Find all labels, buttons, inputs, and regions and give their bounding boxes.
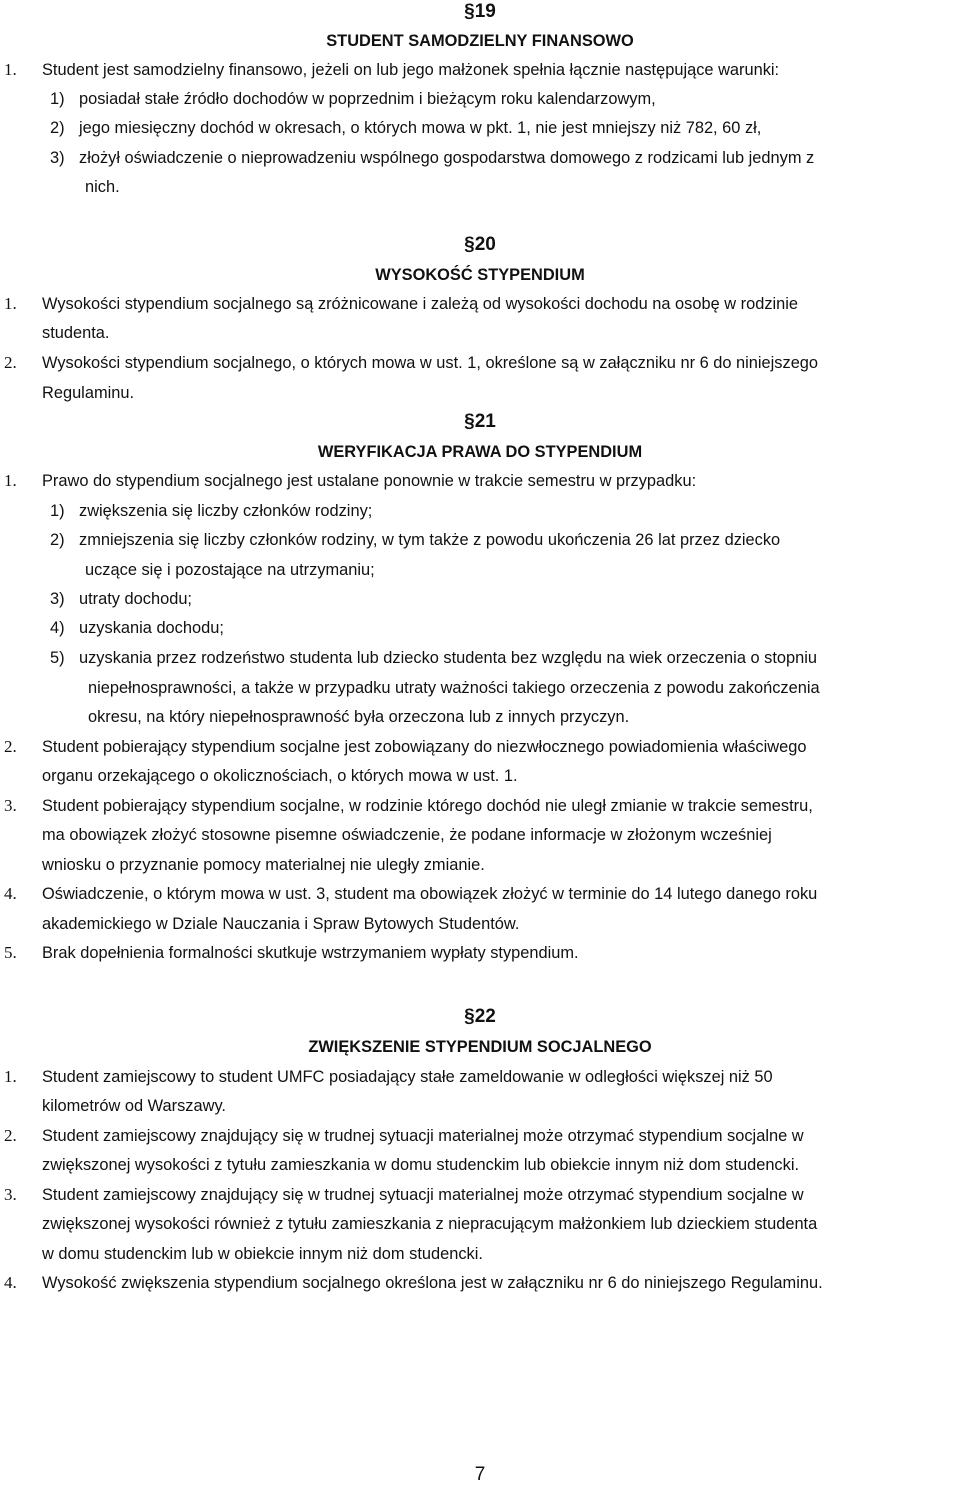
paragraph-number: 1. [4,471,17,490]
paragraph-number: 5. [4,943,17,962]
list-item-text: uzyskania dochodu; [79,619,224,637]
list-item-21-1-3 [0,586,960,612]
paragraph-text-continued: akademickiego w Dziale Nauczania i Spraw Bytowych Studentów. [42,915,520,933]
paragraph-text: Student zamiejscowy znajdujący się w trudnej sytuacji materialnej może otrzymać stypendium socjalne w [42,1186,804,1204]
list-item-text: zwiększenia się liczby członków rodziny; [79,502,373,520]
section-heading-19: STUDENT SAMODZIELNY FINANSOWO [326,32,634,50]
paragraph-text: Prawo do stypendium socjalnego jest ustalane ponownie w trakcie semestru w przypadku: [42,472,697,490]
paragraph-text-continued: wniosku o przyznanie pomocy materialnej nie uległy zmianie. [42,856,485,874]
paragraph-text-continued: studenta. [42,324,110,342]
list-item-text-continued: uczące się i pozostające na utrzymaniu; [85,561,375,579]
paragraph-21-3 [0,793,960,819]
paragraph-number: 1. [4,294,17,313]
paragraph-22-1-cont [0,1093,960,1119]
paragraph-text: Student zamiejscowy to student UMFC posiadający stałe zameldowanie w odległości większej niż 50 [42,1068,773,1086]
list-item-number: 4) [50,619,65,637]
list-item-number: 2) [50,531,65,549]
list-item-21-1-5-cont [0,704,960,730]
paragraph-text-continued: ma obowiązek złożyć stosowne pisemne oświadczenie, że podane informacje w złożonym wcześniej [42,826,772,844]
section-symbol-19: §19 [464,1,496,22]
paragraph-21-4 [0,881,960,907]
page-number: 7 [474,1464,486,1485]
list-item-21-1-1 [0,498,960,524]
paragraph-text: Student jest samodzielny finansowo, jeżeli on lub jego małżonek spełnia łącznie następujące warunki: [42,61,780,79]
paragraph-21-3-cont [0,852,960,878]
paragraph-21-5 [0,940,960,966]
list-item-number: 2) [50,119,65,137]
list-item-number: 1) [50,90,65,108]
paragraph-text-continued: kilometrów od Warszawy. [42,1097,226,1115]
paragraph-text-continued: zwiększonej wysokości również z tytułu zamieszkania z niepracującym małżonkiem lub dzieckiem studenta [42,1215,818,1233]
paragraph-number: 3. [4,796,17,815]
paragraph-number: 3. [4,1185,17,1204]
paragraph-text: Student zamiejscowy znajdujący się w trudnej sytuacji materialnej może otrzymać stypendium socjalne w [42,1127,804,1145]
paragraph-22-4 [0,1270,960,1296]
list-item-text: uzyskania przez rodzeństwo studenta lub dziecko studenta bez względu na wiek orzeczenia o stopniu [79,649,818,667]
paragraph-20-1 [0,291,960,317]
paragraph-text: Student pobierający stypendium socjalne jest zobowiązany do niezwłocznego powiadomienia właściwego [42,738,807,756]
paragraph-21-2-cont [0,763,960,789]
paragraph-number: 2. [4,1126,17,1145]
paragraph-text: Wysokość zwiększenia stypendium socjalnego określona jest w załączniku nr 6 do niniejszego Regulaminu. [42,1274,823,1292]
list-item-number: 3) [50,149,65,167]
list-item-21-1-5 [0,645,960,671]
list-item-text-continued: niepełnosprawności, a także w przypadku utraty ważności takiego orzeczenia z powodu zakończenia [88,679,820,697]
paragraph-text-continued: Regulaminu. [42,384,135,402]
paragraph-text: Student pobierający stypendium socjalne, w rodzinie którego dochód nie uległ zmianie w trakcie semestru, [42,797,813,815]
paragraph-21-2 [0,734,960,760]
paragraph-22-3-cont [0,1241,960,1267]
list-item-21-1-2 [0,527,960,553]
list-item-text-continued: okresu, na który niepełnosprawność była orzeczona lub z innych przyczyn. [88,708,630,726]
list-item-number: 5) [50,649,65,667]
list-item-text-continued: nich. [85,178,120,196]
list-item-text: posiadał stałe źródło dochodów w poprzednim i bieżącym roku kalendarzowym, [79,90,656,108]
paragraph-text: Wysokości stypendium socjalnego, o których mowa w ust. 1, określone są w załączniku nr 6 do niniejszego [42,354,819,372]
list-item-21-1-2-cont [0,557,960,583]
paragraph-text: Oświadczenie, o którym mowa w ust. 3, student ma obowiązek złożyć w terminie do 14 lutego danego roku [42,885,818,903]
list-item-19-1-3 [0,145,960,171]
paragraph-22-1 [0,1064,960,1090]
list-item-number: 3) [50,590,65,608]
list-item-text: jego miesięczny dochód w okresach, o których mowa w pkt. 1, nie jest mniejszy niż 782, 60 zł, [79,119,762,137]
paragraph-22-2 [0,1123,960,1149]
paragraph-text: Brak dopełnienia formalności skutkuje wstrzymaniem wypłaty stypendium. [42,944,579,962]
list-item-19-1-2 [0,115,960,141]
paragraph-20-2 [0,350,960,376]
paragraph-20-2-cont [0,380,960,406]
list-item-text: utraty dochodu; [79,590,192,608]
section-heading-22: ZWIĘKSZENIE STYPENDIUM SOCJALNEGO [308,1038,652,1056]
list-item-text: złożył oświadczenie o nieprowadzeniu wspólnego gospodarstwa domowego z rodzicami lub jednym z [79,149,815,167]
paragraph-22-3 [0,1182,960,1208]
section-heading-20: WYSOKOŚĆ STYPENDIUM [375,266,585,284]
paragraph-text: Wysokości stypendium socjalnego są zróżnicowane i zależą od wysokości dochodu na osobę w rodzinie [42,295,799,313]
paragraph-number: 4. [4,884,17,903]
paragraph-22-2-cont [0,1152,960,1178]
paragraph-text-continued: w domu studenckim lub w obiekcie innym niż dom studencki. [42,1245,483,1263]
paragraph-number: 4. [4,1273,17,1292]
list-item-19-1-1 [0,86,960,112]
paragraph-text-continued: zwiększonej wysokości z tytułu zamieszkania w domu studenckim lub obiekcie innym niż dom studencki. [42,1156,800,1174]
list-item-text: zmniejszenia się liczby członków rodziny, w tym także z powodu ukończenia 26 lat przez dziecko [79,531,781,549]
paragraph-number: 2. [4,353,17,372]
list-item-21-1-5-cont [0,675,960,701]
paragraph-19-1 [0,57,960,83]
section-heading-21: WERYFIKACJA PRAWA DO STYPENDIUM [317,443,643,461]
paragraph-text-continued: organu orzekającego o okolicznościach, o których mowa w ust. 1. [42,767,518,785]
paragraph-number: 2. [4,737,17,756]
list-item-number: 1) [50,502,65,520]
section-symbol-22: §22 [464,1006,496,1027]
paragraph-number: 1. [4,1067,17,1086]
list-item-19-1-3-cont [0,174,960,200]
paragraph-21-3-cont [0,822,960,848]
list-item-21-1-4 [0,615,960,641]
paragraph-20-1-cont [0,320,960,346]
paragraph-21-4-cont [0,911,960,937]
section-symbol-20: §20 [464,234,496,255]
paragraph-21-1 [0,468,960,494]
paragraph-22-3-cont [0,1211,960,1237]
paragraph-number: 1. [4,60,17,79]
section-symbol-21: §21 [464,411,496,432]
